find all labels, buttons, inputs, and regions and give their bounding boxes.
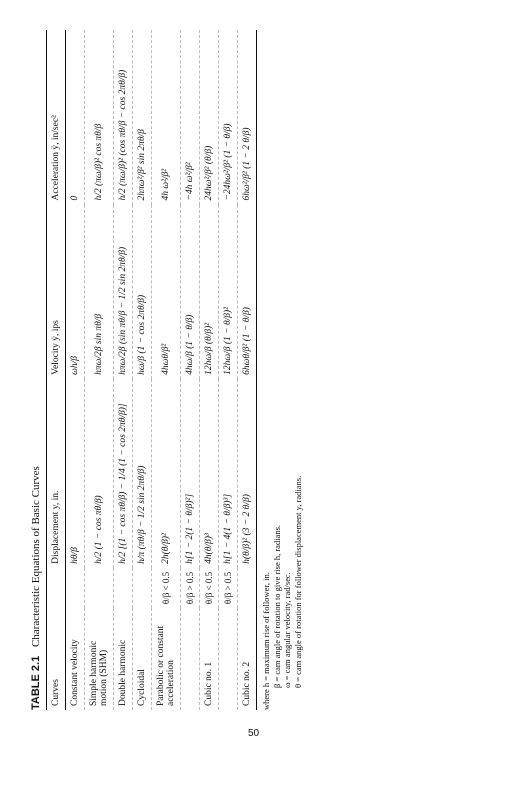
case-cell xyxy=(66,568,85,608)
table-row xyxy=(85,30,114,710)
displacement-cell: h[1 − 4(1 − θ/β)³] xyxy=(219,379,238,568)
curve-name-cell: Simple harmonic motion (SHM) xyxy=(85,608,114,710)
curve-name-cell: Cubic no. 1 xyxy=(200,608,219,710)
equations-table xyxy=(46,30,257,710)
velocity-cell: 6hωθ/β² (1 − θ/β) xyxy=(238,205,257,379)
page-number: 50 xyxy=(248,728,260,739)
acceleration-cell: 6hω²/β² (1 − 2 θ/β) xyxy=(238,30,257,205)
acceleration-cell: 2hπω²/β² sin 2πθ/β xyxy=(133,30,152,205)
table-caption xyxy=(30,30,42,710)
acceleration-cell: h/2 (πω/β)² (cos πθ/β − cos 2πθ/β) xyxy=(114,30,133,205)
table-label: TABLE 2.1 xyxy=(30,655,42,710)
displacement-cell: h/2 (1 − cos πθ/β) xyxy=(85,379,114,568)
case-cell xyxy=(114,568,133,608)
curve-name-cell: Parabolic or constant acceleration xyxy=(152,608,181,710)
velocity-cell: 4hωθ/β² xyxy=(152,205,181,379)
curve-name-cell: Cubic no. 2 xyxy=(238,608,257,710)
case-cell xyxy=(133,568,152,608)
table-row xyxy=(66,30,85,710)
velocity-cell: 12hω/β (1 − θ/β)² xyxy=(219,205,238,379)
velocity-cell: hω/β (1 − cos 2πθ/β) xyxy=(133,205,152,379)
acceleration-cell: 0 xyxy=(66,30,85,205)
curve-name-cell: Constant velocity xyxy=(66,608,85,710)
case-cell: θ/β > 0.5 xyxy=(181,568,200,608)
table-row xyxy=(181,30,200,710)
curve-name-cell xyxy=(219,608,238,710)
displacement-cell: h/2 [(1 − cos πθ/β) − 1/4 (1 − cos 2πθ/β)] xyxy=(114,379,133,568)
table-title: Characteristic Equations of Basic Curves xyxy=(30,466,42,648)
table-row xyxy=(238,30,257,710)
table-row xyxy=(200,30,219,710)
displacement-cell: h(θ/β)² (3 − 2 θ/β) xyxy=(238,379,257,568)
acceleration-cell: −24hω²/β² (1 − θ/β) xyxy=(219,30,238,205)
rotated-table-page xyxy=(30,30,500,710)
displacement-cell: h[1 − 2(1 − θ/β)²] xyxy=(181,379,200,568)
header-velocity: Velocity ẏ, ips xyxy=(47,205,66,379)
footnote-1: β = cam angle of rotation to give rise h, radians. xyxy=(271,524,282,688)
displacement-cell: 4h(θ/β)³ xyxy=(200,379,219,568)
header-displacement: Displacement y, in. xyxy=(47,379,66,568)
table-body xyxy=(66,30,257,710)
acceleration-cell: h/2 (πω/β)² cos πθ/β xyxy=(85,30,114,205)
header-acceleration: Acceleration ÿ, in/sec² xyxy=(47,30,66,205)
curve-name-cell: Double harmonic xyxy=(114,608,133,710)
footnote-2: ω = cam angular velocity, rad/sec. xyxy=(282,572,293,688)
velocity-cell: 12hω/β (θ/β)² xyxy=(200,205,219,379)
table-row xyxy=(133,30,152,710)
curve-name-cell xyxy=(181,608,200,710)
acceleration-cell: 4h ω²/β² xyxy=(152,30,181,205)
header-row xyxy=(47,30,66,710)
velocity-cell: ωh/β xyxy=(66,205,85,379)
footnotes xyxy=(261,30,304,710)
acceleration-cell: −4h ω²/β² xyxy=(181,30,200,205)
curve-name-cell: Cycloidal xyxy=(133,608,152,710)
case-cell: θ/β < 0.5 xyxy=(152,568,181,608)
case-cell xyxy=(85,568,114,608)
header-curves: Curves xyxy=(47,568,66,710)
displacement-cell: h/π (πθ/β − 1/2 sin 2πθ/β) xyxy=(133,379,152,568)
velocity-cell: hπω/2β sin πθ/β xyxy=(85,205,114,379)
velocity-cell: 4hω/β (1 − θ/β) xyxy=(181,205,200,379)
table-row xyxy=(219,30,238,710)
table-row xyxy=(152,30,181,710)
case-cell xyxy=(238,568,257,608)
table-row xyxy=(114,30,133,710)
displacement-cell: 2h(θ/β)² xyxy=(152,379,181,568)
acceleration-cell: 24hω²/β² (θ/β) xyxy=(200,30,219,205)
velocity-cell: hπω/2β (sin πθ/β − 1/2 sin 2πθ/β) xyxy=(114,205,133,379)
footnote-0: where h = maximum rise of follower, in. xyxy=(261,572,271,710)
case-cell: θ/β > 0.5 xyxy=(219,568,238,608)
case-cell: θ/β < 0.5 xyxy=(200,568,219,608)
footnote-3: θ = cam angle of rotation for follower displacement y, radians. xyxy=(292,475,303,688)
displacement-cell: hθ/β xyxy=(66,379,85,568)
